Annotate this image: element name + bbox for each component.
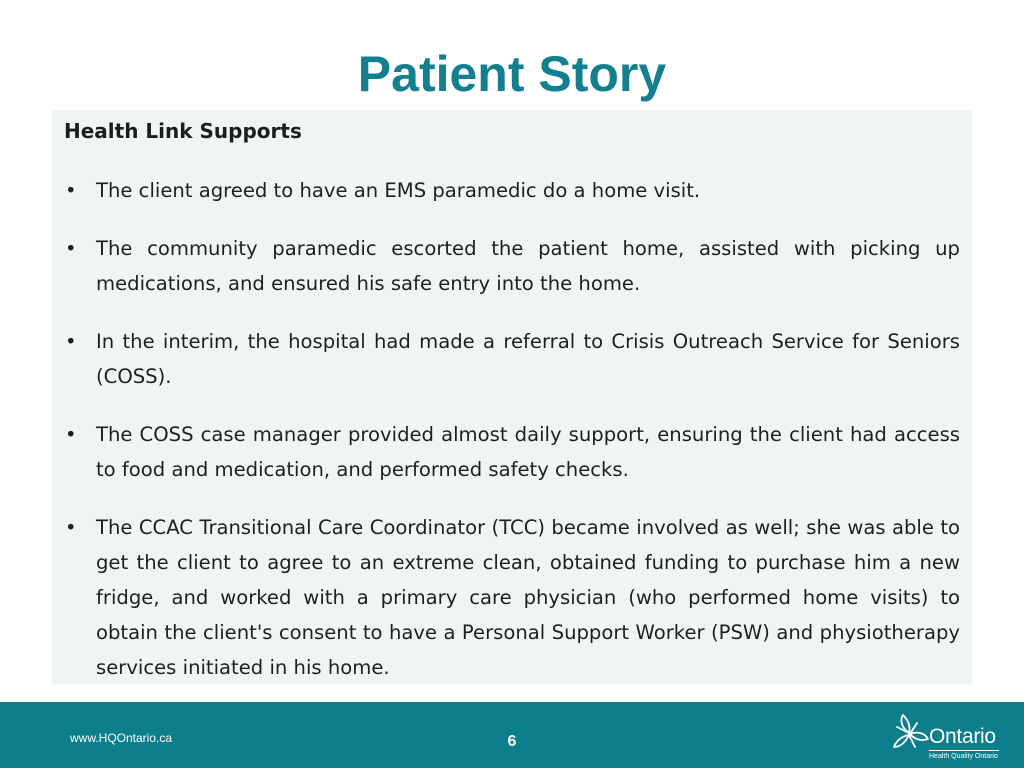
footer-url[interactable]: www.HQOntario.ca [70,731,173,745]
bullet-item [52,510,960,685]
logo-divider [929,750,999,751]
bullet-icon: • [65,330,77,353]
bullet-text: The CCAC Transitional Care Coordinator (TCC) became involved as well; she was able to get the client to agree to an extreme clean, obtained funding to purchase him a new fridge, and worked with a primary care physician (who performed home visits) to obtain the client's consent to have a Personal Support Worker (PSW) and physiotherapy services initiated in his home. [96,516,960,679]
bullet-icon: • [65,237,77,260]
trillium-icon [891,713,931,753]
bullet-icon: • [65,516,77,539]
bullet-list [52,173,960,708]
content-panel [52,110,972,684]
bullet-icon: • [65,179,77,202]
logo-wordmark: Ontario [929,725,996,748]
bullet-text: The COSS case manager provided almost daily support, ensuring the client had access to food and medication, and performed safety checks. [96,423,960,481]
slide-title: Patient Story [357,46,667,102]
bullet-item [52,324,960,394]
bullet-text: The community paramedic escorted the patient home, assisted with picking up medications, and ensured his safe entry into the home. [96,237,960,295]
ontario-logo [891,711,1003,765]
footer-bar [0,702,1024,768]
page-number: 6 [507,733,517,750]
bullet-text: In the interim, the hospital had made a referral to Crisis Outreach Service for Seniors (COSS). [96,330,960,388]
bullet-icon: • [65,423,77,446]
panel-heading: Health Link Supports [64,119,302,143]
bullet-item [52,173,960,208]
logo-subtitle: Health Quality Ontario [929,753,998,760]
bullet-item [52,417,960,487]
bullet-text: The client agreed to have an EMS paramedic do a home visit. [96,179,701,202]
bullet-item [52,231,960,301]
